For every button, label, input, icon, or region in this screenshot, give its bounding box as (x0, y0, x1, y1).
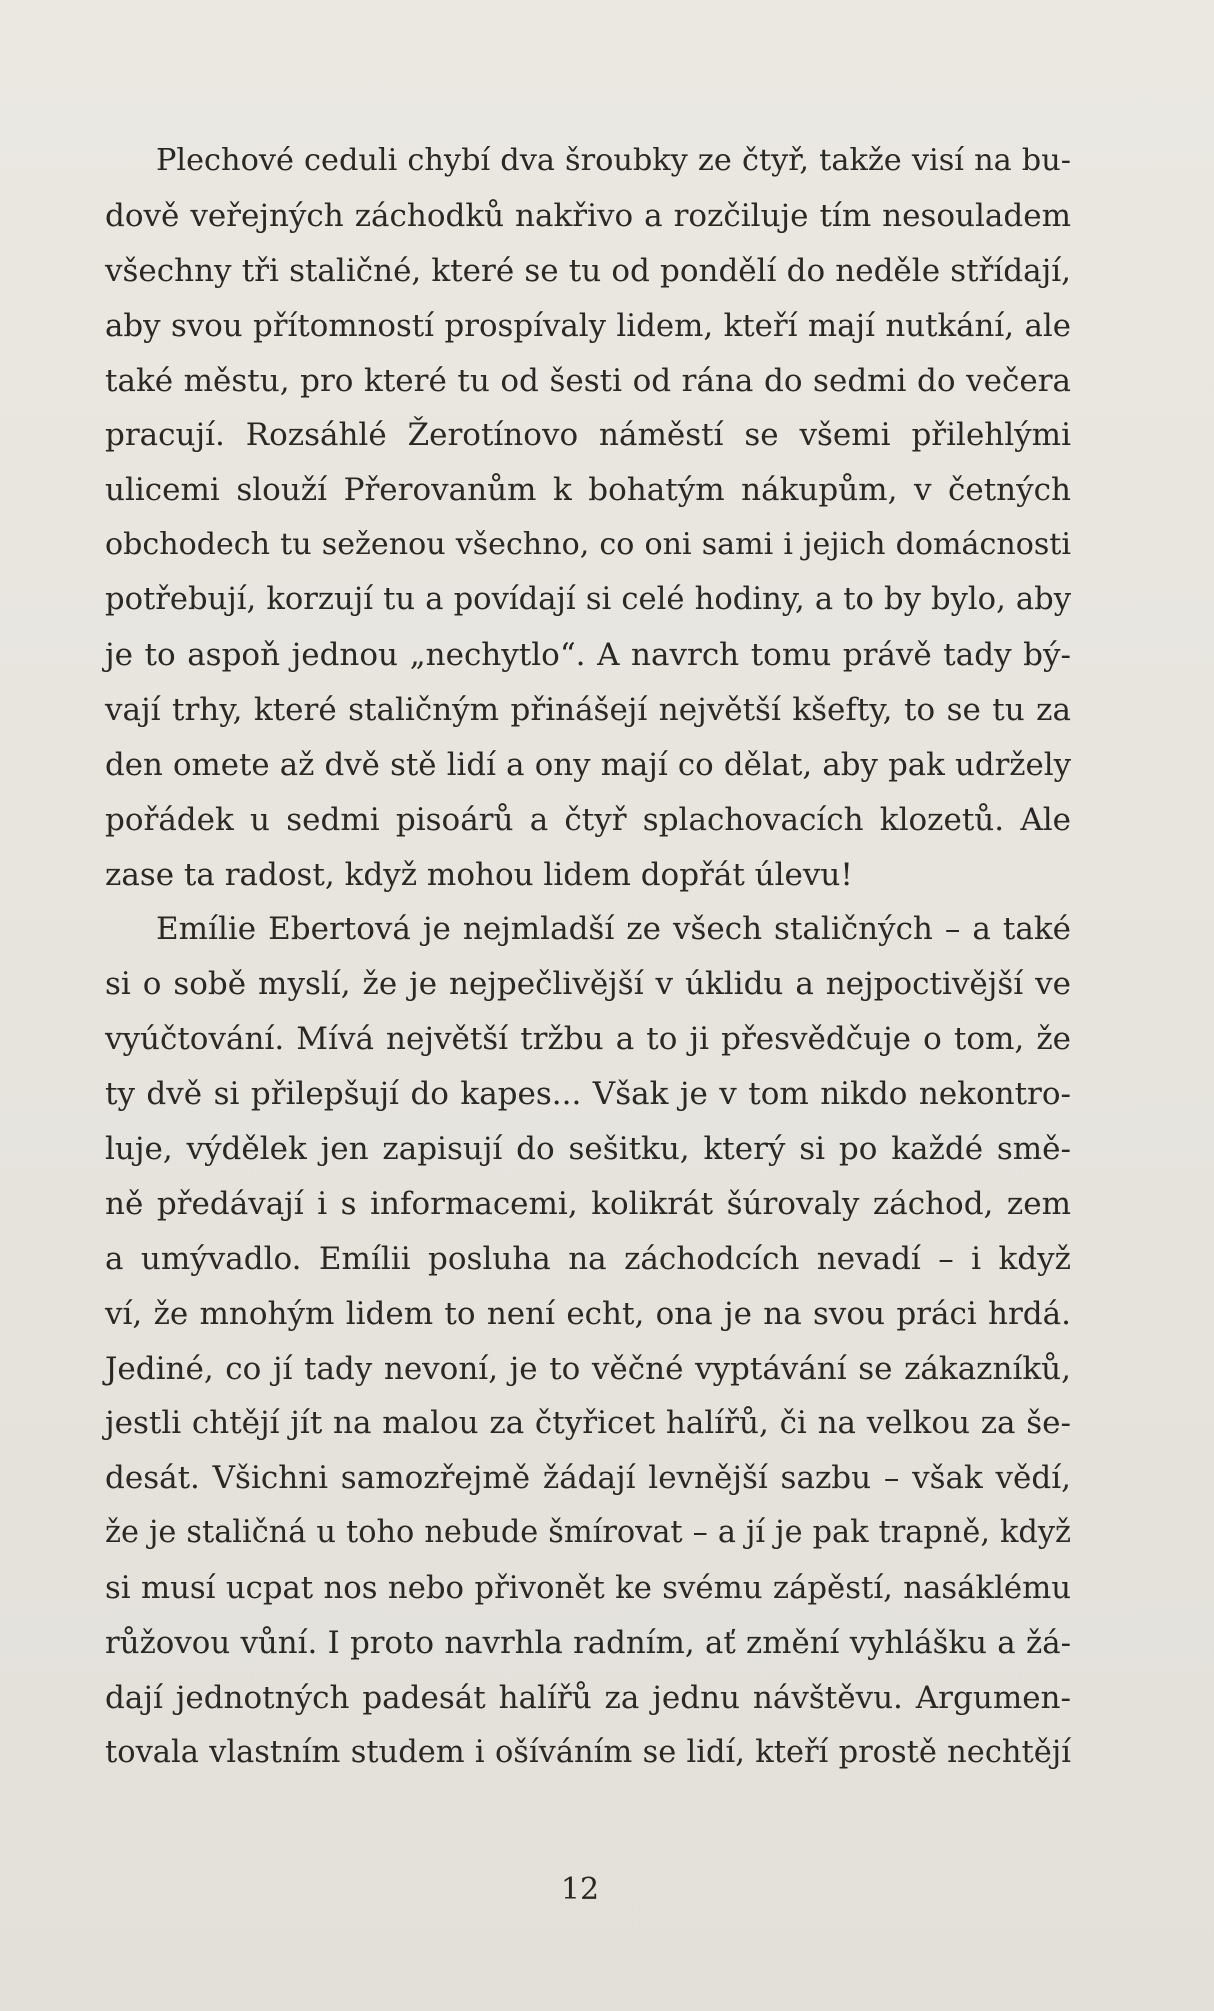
text-line: jestli chtějí jít na malou za čtyřicet halířů, či na velkou za še- (105, 1405, 1071, 1442)
text-line: den omete až dvě stě lidí a ony mají co dělat, aby pak udržely (105, 746, 1071, 783)
text-line: dově veřejných záchodků nakřivo a rozčiluje tím nesouladem (105, 197, 1071, 234)
text-line: že je staličná u toho nebude šmírovat – a jí je pak trapně, když (105, 1515, 1071, 1551)
text-line: potřebují, korzují tu a povídají si celé hodiny, a to by bylo, aby (105, 582, 1071, 618)
text-line: pracují. Rozsáhlé Žerotínovo náměstí se všemi přilehlými (105, 417, 1071, 454)
text-line: také městu, pro které tu od šesti od rána do sedmi do večera (105, 362, 1071, 399)
text-line: tovala vlastním studem i ošíváním se lidí, kteří prostě nechtějí (105, 1734, 1071, 1770)
text-line: vají trhy, které staličným přinášejí největší kšefty, to se tu za (105, 691, 1071, 728)
text-line: růžovou vůní. I proto navrhla radním, ať změní vyhlášku a žá- (105, 1625, 1071, 1662)
text-line: obchodech tu seženou všechno, co oni sami i jejich domácnosti (105, 527, 1071, 563)
text-line: a umývadlo. Emílii posluha na záchodcích nevadí – i když (105, 1240, 1071, 1277)
text-line: luje, výdělek jen zapisují do sešitku, který si po každé smě- (105, 1131, 1071, 1168)
text-line: vyúčtování. Mívá největší tržbu a to ji přesvědčuje o tom, že (105, 1021, 1071, 1058)
text-line: si o sobě myslí, že je nejpečlivější v úklidu a nejpoctivější ve (105, 966, 1071, 1003)
text-line: aby svou přítomností prospívaly lidem, kteří mají nutkání, ale (105, 307, 1071, 344)
text-line: Emílie Ebertová je nejmladší ze všech staličných – a také (156, 911, 1071, 948)
paragraph-1 (105, 134, 1071, 902)
text-line: zase ta radost, když mohou lidem dopřát úlevu! (105, 856, 853, 893)
text-line: ví, že mnohým lidem to není echt, ona je na svou práci hrdá. (105, 1295, 1071, 1332)
page-number: 12 (560, 1872, 600, 1907)
text-line: pořádek u sedmi pisoárů a čtyř splachovacích klozetů. Ale (105, 801, 1071, 838)
text-line: dají jednotných padesát halířů za jednu návštěvu. Argumen- (105, 1679, 1071, 1716)
paragraph-2 (105, 902, 1071, 1780)
text-line: ulicemi slouží Přerovanům k bohatým nákupům, v četných (105, 472, 1071, 509)
text-line: Jediné, co jí tady nevoní, je to věčné vyptávání se zákazníků, (105, 1350, 1071, 1387)
body-text (105, 134, 1071, 1781)
text-line: všechny tři staličné, které se tu od pondělí do neděle střídají, (105, 252, 1071, 289)
text-line: ty dvě si přilepšují do kapes... Však je v tom nikdo nekontro- (105, 1076, 1071, 1113)
text-line: desát. Všichni samozřejmě žádají levnější sazbu – však vědí, (105, 1460, 1071, 1497)
text-line: si musí ucpat nos nebo přivonět ke svému zápěstí, nasáklému (105, 1570, 1071, 1607)
text-line: je to aspoň jednou „nechytlo“. A navrch tomu právě tady bý- (105, 637, 1071, 674)
text-line: Plechové ceduli chybí dva šroubky ze čtyř, takže visí na bu- (156, 143, 1071, 178)
text-line: ně předávají i s informacemi, kolikrát šúrovaly záchod, zem (105, 1185, 1071, 1222)
